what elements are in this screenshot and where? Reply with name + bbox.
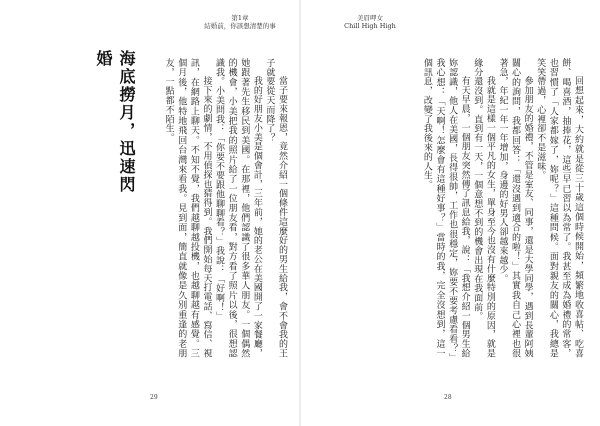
book-title: 美眉呷女 (357, 14, 383, 22)
paragraph: 我的好朋友小美是個會計，三年前，她的老公在美國開了一家餐廳，她跟著先生移民到美國。在那裡，他們認識了很多華人朋友。一個偶然的機會，小美把我的照片給了一位朋友看，對方看了照片以後，很想認識我。小美問我：「你要不要跟他聊聊看？」我說：「好啊！」 (214, 58, 262, 358)
chapter-title: 結婚前，你該想清楚的事 (204, 22, 276, 30)
paragraph: 參加朋友的婚禮，不管是室友、同事，還是大學同學，遇到長輩阿姨關心的詢問，我都回答：「還沒遇到適合的啦！」其實我自己心裡也很著急，年紀一年一年增加，身邊的好男人卻越來越少。 (497, 58, 533, 358)
chapter-number: 第1章 (231, 14, 249, 22)
page-number: 29 (150, 394, 158, 401)
paragraph: 我就是這樣一個平凡的女生，單身至今也沒有什麼特別的原因，就是緣分還沒到。直到有一天，一個意想不到的機會出現在我面前。 (472, 58, 495, 358)
section-heading: 海底撈月，迅速閃婚 (94, 50, 136, 194)
running-header (310, 14, 430, 30)
paragraph: 當子要來報恩，竟然介紹一個條件這麼好的男生給我，會不會我的王子就要從天而降了？ (264, 58, 287, 358)
page-number: 28 (444, 394, 452, 401)
paragraph: 有天早晨，一個朋友突然傳了訊息給我，說：「我想介紹一個男生給妳認識，他人在美國，長得很帥，工作也很穩定，妳要不要考慮看看？」我心想：「天啊！怎麼會有這種好事？」當時的我，完全沒想到，這一個訊息，改變了我後來的人生。 (421, 58, 470, 358)
book-subtitle: Chill High High (344, 22, 396, 30)
paragraph: 接下來的劇情，不用偵探也猜得到。我們開始每天打電話、寫信、視訊，在網路上聊天。不知不覺，我們越聊越投機，也越聊越有感覺。三個月後，他特地飛回台灣來看我。見到面，簡直就像是久別重逢的老朋友，一點都不陌生。 (163, 58, 212, 358)
paragraph: 回想起來，大約就是從三十歲這個時候開始，頻繁地收喜帖、吃喜餅、喝喜酒，抽捧花，這些早已習以為常了。我甚至成為婚禮的常客，也習慣了「人家都嫁了，妳呢？」這種問候。面對親友的關心，我總是笑笑帶過，心裡卻不是滋味。 (535, 58, 583, 358)
body-text (329, 58, 584, 358)
running-header (180, 14, 300, 30)
right-page (300, 0, 600, 426)
